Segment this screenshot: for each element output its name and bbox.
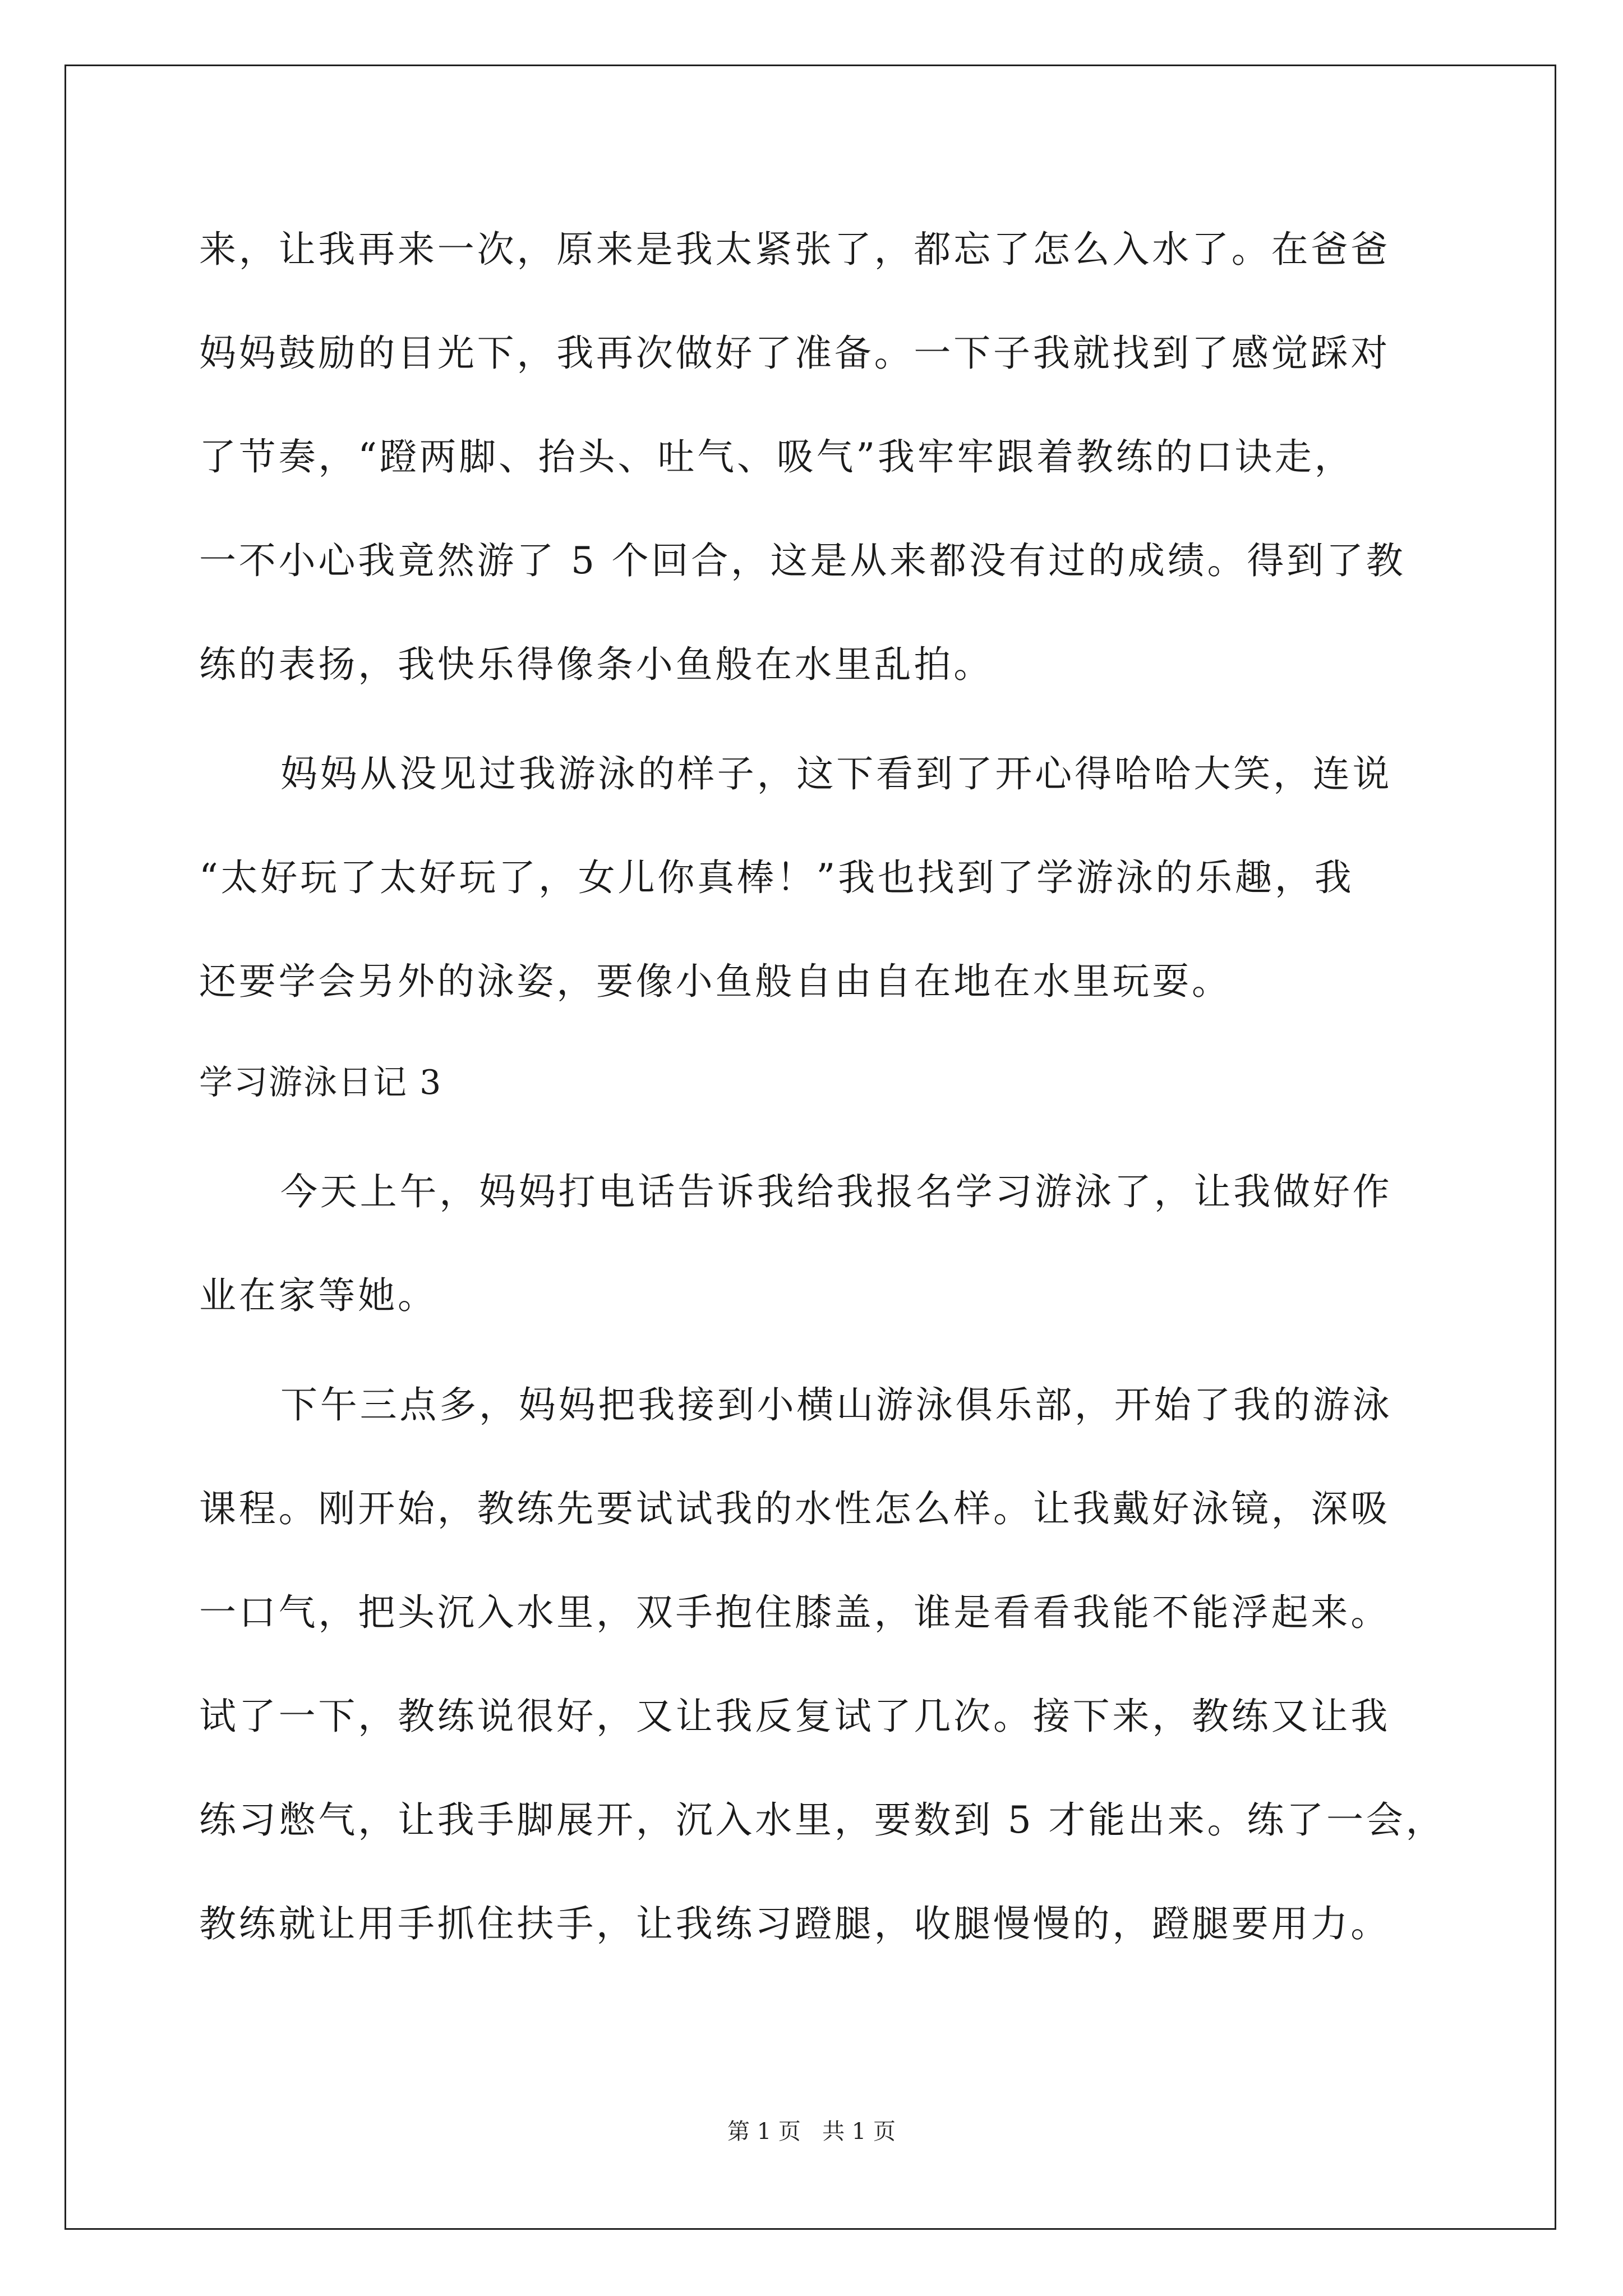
paragraph-2-line-3: 还要学会另外的泳姿，要像小鱼般自由自在地在水里玩耍。 (199, 960, 1232, 1003)
paragraph-4-line-6: 教练就让用手抓住扶手，让我练习蹬腿，收腿慢慢的，蹬腿要用力。 (199, 1902, 1390, 1945)
body-line-3: 了节奏，“蹬两脚、抬头、吐气、吸气”我牢牢跟着教练的口诀走， (199, 435, 1354, 478)
paragraph-3-line-2: 业在家等她。 (199, 1274, 437, 1317)
body-line-2: 妈妈鼓励的目光下，我再次做好了准备。一下子我就找到了感觉踩对 (199, 332, 1390, 375)
paragraph-2-line-1: 妈妈从没见过我游泳的样子，这下看到了开心得哈哈大笑，连说 (280, 752, 1393, 795)
paragraph-4-line-2: 课程。刚开始，教练先要试试我的水性怎么样。让我戴好泳镜，深吸 (199, 1487, 1390, 1530)
paragraph-4-line-4: 试了一下，教练说很好，又让我反复试了几次。接下来，教练又让我 (199, 1695, 1390, 1738)
section-heading: 学习游泳日记 3 (199, 1063, 442, 1102)
body-line-1: 来，让我再来一次，原来是我太紧张了，都忘了怎么入水了。在爸爸 (199, 228, 1390, 271)
paragraph-4-line-3: 一口气，把头沉入水里，双手抱住膝盖，谁是看看我能不能浮起来。 (199, 1591, 1390, 1634)
paragraph-4-line-5: 练习憋气，让我手脚展开，沉入水里，要数到 5 才能出来。练了一会， (199, 1798, 1446, 1842)
paragraph-4-line-1: 下午三点多，妈妈把我接到小横山游泳俱乐部，开始了我的游泳 (280, 1383, 1393, 1427)
body-line-4: 一不小心我竟然游了 5 个回合，这是从来都没有过的成绩。得到了教 (199, 539, 1406, 582)
body-line-5: 练的表扬，我快乐得像条小鱼般在水里乱拍。 (199, 643, 993, 686)
paragraph-3-line-1: 今天上午，妈妈打电话告诉我给我报名学习游泳了，让我做好作 (280, 1170, 1393, 1213)
paragraph-2-line-2: “太好玩了太好玩了，女儿你真棒！”我也找到了学游泳的乐趣，我 (199, 856, 1354, 899)
page-number-footer: 第 1 页 共 1 页 (727, 2119, 896, 2145)
